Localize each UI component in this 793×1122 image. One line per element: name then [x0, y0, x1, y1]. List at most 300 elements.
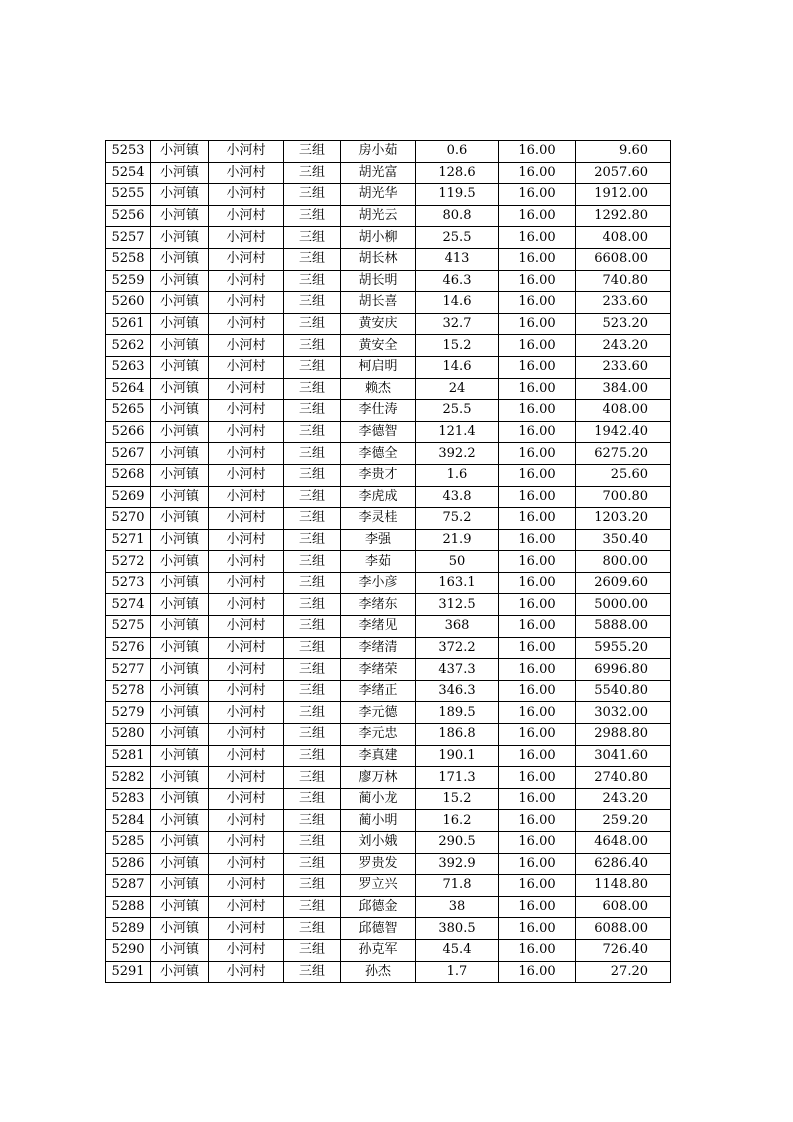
village-cell: 小河村	[209, 637, 284, 659]
town-cell: 小河镇	[151, 724, 209, 746]
group-cell: 三组	[284, 227, 341, 249]
village-cell: 小河村	[209, 572, 284, 594]
name-cell: 胡长林	[341, 248, 416, 270]
amount-cell: 800.00	[576, 551, 671, 573]
town-cell: 小河镇	[151, 356, 209, 378]
village-cell: 小河村	[209, 335, 284, 357]
group-cell: 三组	[284, 702, 341, 724]
row-id-cell: 5282	[106, 767, 151, 789]
table-row	[106, 292, 671, 314]
row-id-cell: 5283	[106, 788, 151, 810]
name-cell: 胡长明	[341, 270, 416, 292]
amount-cell: 1912.00	[576, 184, 671, 206]
unit-price-cell: 16.00	[499, 767, 576, 789]
village-cell: 小河村	[209, 400, 284, 422]
group-cell: 三组	[284, 378, 341, 400]
table-row	[106, 896, 671, 918]
row-id-cell: 5286	[106, 853, 151, 875]
unit-price-cell: 16.00	[499, 464, 576, 486]
town-cell: 小河镇	[151, 594, 209, 616]
village-cell: 小河村	[209, 918, 284, 940]
row-id-cell: 5268	[106, 464, 151, 486]
table-row	[106, 248, 671, 270]
name-cell: 李灵桂	[341, 508, 416, 530]
area-cell: 38	[416, 896, 499, 918]
table-row	[106, 961, 671, 983]
row-id-cell: 5264	[106, 378, 151, 400]
area-cell: 75.2	[416, 508, 499, 530]
name-cell: 李贵才	[341, 464, 416, 486]
row-id-cell: 5288	[106, 896, 151, 918]
area-cell: 16.2	[416, 810, 499, 832]
amount-cell: 523.20	[576, 313, 671, 335]
name-cell: 李绪见	[341, 616, 416, 638]
area-cell: 368	[416, 616, 499, 638]
area-cell: 14.6	[416, 292, 499, 314]
group-cell: 三组	[284, 335, 341, 357]
unit-price-cell: 16.00	[499, 939, 576, 961]
group-cell: 三组	[284, 832, 341, 854]
row-id-cell: 5287	[106, 875, 151, 897]
group-cell: 三组	[284, 939, 341, 961]
group-cell: 三组	[284, 313, 341, 335]
name-cell: 孙克军	[341, 939, 416, 961]
area-cell: 312.5	[416, 594, 499, 616]
area-cell: 1.6	[416, 464, 499, 486]
town-cell: 小河镇	[151, 313, 209, 335]
group-cell: 三组	[284, 205, 341, 227]
amount-cell: 2609.60	[576, 572, 671, 594]
unit-price-cell: 16.00	[499, 292, 576, 314]
row-id-cell: 5257	[106, 227, 151, 249]
amount-cell: 2988.80	[576, 724, 671, 746]
group-cell: 三组	[284, 508, 341, 530]
group-cell: 三组	[284, 529, 341, 551]
row-id-cell: 5256	[106, 205, 151, 227]
name-cell: 李强	[341, 529, 416, 551]
area-cell: 14.6	[416, 356, 499, 378]
area-cell: 0.6	[416, 141, 499, 163]
amount-cell: 3041.60	[576, 745, 671, 767]
name-cell: 胡小柳	[341, 227, 416, 249]
unit-price-cell: 16.00	[499, 486, 576, 508]
village-cell: 小河村	[209, 378, 284, 400]
town-cell: 小河镇	[151, 572, 209, 594]
row-id-cell: 5275	[106, 616, 151, 638]
town-cell: 小河镇	[151, 162, 209, 184]
town-cell: 小河镇	[151, 788, 209, 810]
row-id-cell: 5272	[106, 551, 151, 573]
unit-price-cell: 16.00	[499, 227, 576, 249]
amount-cell: 3032.00	[576, 702, 671, 724]
amount-cell: 1942.40	[576, 421, 671, 443]
group-cell: 三组	[284, 162, 341, 184]
area-cell: 413	[416, 248, 499, 270]
group-cell: 三组	[284, 464, 341, 486]
row-id-cell: 5284	[106, 810, 151, 832]
unit-price-cell: 16.00	[499, 248, 576, 270]
name-cell: 李虎成	[341, 486, 416, 508]
row-id-cell: 5291	[106, 961, 151, 983]
area-cell: 45.4	[416, 939, 499, 961]
village-cell: 小河村	[209, 205, 284, 227]
town-cell: 小河镇	[151, 205, 209, 227]
name-cell: 李德智	[341, 421, 416, 443]
group-cell: 三组	[284, 356, 341, 378]
unit-price-cell: 16.00	[499, 918, 576, 940]
amount-cell: 9.60	[576, 141, 671, 163]
town-cell: 小河镇	[151, 508, 209, 530]
town-cell: 小河镇	[151, 486, 209, 508]
area-cell: 372.2	[416, 637, 499, 659]
name-cell: 李真建	[341, 745, 416, 767]
town-cell: 小河镇	[151, 141, 209, 163]
village-cell: 小河村	[209, 680, 284, 702]
village-cell: 小河村	[209, 248, 284, 270]
village-cell: 小河村	[209, 875, 284, 897]
row-id-cell: 5262	[106, 335, 151, 357]
area-cell: 71.8	[416, 875, 499, 897]
name-cell: 李绪清	[341, 637, 416, 659]
name-cell: 李小彦	[341, 572, 416, 594]
unit-price-cell: 16.00	[499, 702, 576, 724]
row-id-cell: 5266	[106, 421, 151, 443]
row-id-cell: 5274	[106, 594, 151, 616]
name-cell: 柯启明	[341, 356, 416, 378]
table-row	[106, 421, 671, 443]
group-cell: 三组	[284, 724, 341, 746]
village-cell: 小河村	[209, 486, 284, 508]
table-row	[106, 767, 671, 789]
amount-cell: 6608.00	[576, 248, 671, 270]
village-cell: 小河村	[209, 594, 284, 616]
town-cell: 小河镇	[151, 616, 209, 638]
table-row	[106, 184, 671, 206]
town-cell: 小河镇	[151, 767, 209, 789]
area-cell: 392.2	[416, 443, 499, 465]
town-cell: 小河镇	[151, 464, 209, 486]
table-row	[106, 572, 671, 594]
town-cell: 小河镇	[151, 335, 209, 357]
village-cell: 小河村	[209, 421, 284, 443]
village-cell: 小河村	[209, 853, 284, 875]
row-id-cell: 5267	[106, 443, 151, 465]
name-cell: 李绪荣	[341, 659, 416, 681]
area-cell: 15.2	[416, 788, 499, 810]
town-cell: 小河镇	[151, 248, 209, 270]
amount-cell: 6275.20	[576, 443, 671, 465]
village-cell: 小河村	[209, 788, 284, 810]
table-row	[106, 378, 671, 400]
unit-price-cell: 16.00	[499, 335, 576, 357]
town-cell: 小河镇	[151, 443, 209, 465]
name-cell: 黄安庆	[341, 313, 416, 335]
village-cell: 小河村	[209, 443, 284, 465]
group-cell: 三组	[284, 745, 341, 767]
amount-cell: 259.20	[576, 810, 671, 832]
name-cell: 李绪正	[341, 680, 416, 702]
area-cell: 25.5	[416, 400, 499, 422]
row-id-cell: 5263	[106, 356, 151, 378]
unit-price-cell: 16.00	[499, 400, 576, 422]
row-id-cell: 5254	[106, 162, 151, 184]
amount-cell: 25.60	[576, 464, 671, 486]
row-id-cell: 5265	[106, 400, 151, 422]
amount-cell: 700.80	[576, 486, 671, 508]
town-cell: 小河镇	[151, 680, 209, 702]
area-cell: 121.4	[416, 421, 499, 443]
table-row	[106, 788, 671, 810]
row-id-cell: 5259	[106, 270, 151, 292]
amount-cell: 1292.80	[576, 205, 671, 227]
table-row	[106, 853, 671, 875]
village-cell: 小河村	[209, 832, 284, 854]
town-cell: 小河镇	[151, 939, 209, 961]
area-cell: 290.5	[416, 832, 499, 854]
unit-price-cell: 16.00	[499, 356, 576, 378]
table-row	[106, 939, 671, 961]
village-cell: 小河村	[209, 724, 284, 746]
amount-cell: 740.80	[576, 270, 671, 292]
table-row	[106, 810, 671, 832]
village-cell: 小河村	[209, 184, 284, 206]
group-cell: 三组	[284, 788, 341, 810]
table-row	[106, 875, 671, 897]
area-cell: 346.3	[416, 680, 499, 702]
unit-price-cell: 16.00	[499, 184, 576, 206]
group-cell: 三组	[284, 810, 341, 832]
group-cell: 三组	[284, 141, 341, 163]
unit-price-cell: 16.00	[499, 141, 576, 163]
table-row	[106, 659, 671, 681]
amount-cell: 726.40	[576, 939, 671, 961]
village-cell: 小河村	[209, 745, 284, 767]
amount-cell: 1203.20	[576, 508, 671, 530]
table-row	[106, 227, 671, 249]
row-id-cell: 5277	[106, 659, 151, 681]
group-cell: 三组	[284, 659, 341, 681]
table-row	[106, 594, 671, 616]
group-cell: 三组	[284, 767, 341, 789]
area-cell: 392.9	[416, 853, 499, 875]
village-cell: 小河村	[209, 939, 284, 961]
town-cell: 小河镇	[151, 961, 209, 983]
row-id-cell: 5270	[106, 508, 151, 530]
row-id-cell: 5290	[106, 939, 151, 961]
name-cell: 李仕涛	[341, 400, 416, 422]
table-row	[106, 529, 671, 551]
town-cell: 小河镇	[151, 918, 209, 940]
village-cell: 小河村	[209, 961, 284, 983]
row-id-cell: 5269	[106, 486, 151, 508]
name-cell: 胡光富	[341, 162, 416, 184]
table-row	[106, 270, 671, 292]
unit-price-cell: 16.00	[499, 745, 576, 767]
name-cell: 李元忠	[341, 724, 416, 746]
table-row	[106, 464, 671, 486]
area-cell: 186.8	[416, 724, 499, 746]
name-cell: 胡长喜	[341, 292, 416, 314]
area-cell: 25.5	[416, 227, 499, 249]
village-cell: 小河村	[209, 702, 284, 724]
unit-price-cell: 16.00	[499, 313, 576, 335]
group-cell: 三组	[284, 896, 341, 918]
village-cell: 小河村	[209, 464, 284, 486]
unit-price-cell: 16.00	[499, 896, 576, 918]
table-row	[106, 443, 671, 465]
area-cell: 32.7	[416, 313, 499, 335]
table-row	[106, 335, 671, 357]
group-cell: 三组	[284, 551, 341, 573]
unit-price-cell: 16.00	[499, 572, 576, 594]
unit-price-cell: 16.00	[499, 205, 576, 227]
name-cell: 刘小娥	[341, 832, 416, 854]
name-cell: 罗贵发	[341, 853, 416, 875]
area-cell: 46.3	[416, 270, 499, 292]
table-row	[106, 680, 671, 702]
table-row	[106, 205, 671, 227]
area-cell: 21.9	[416, 529, 499, 551]
unit-price-cell: 16.00	[499, 810, 576, 832]
table-row	[106, 724, 671, 746]
table-row	[106, 400, 671, 422]
row-id-cell: 5281	[106, 745, 151, 767]
town-cell: 小河镇	[151, 702, 209, 724]
amount-cell: 384.00	[576, 378, 671, 400]
group-cell: 三组	[284, 248, 341, 270]
area-cell: 163.1	[416, 572, 499, 594]
table-row	[106, 508, 671, 530]
unit-price-cell: 16.00	[499, 961, 576, 983]
group-cell: 三组	[284, 637, 341, 659]
amount-cell: 5540.80	[576, 680, 671, 702]
village-cell: 小河村	[209, 810, 284, 832]
table-row	[106, 616, 671, 638]
table-row	[106, 832, 671, 854]
table-row	[106, 141, 671, 163]
village-cell: 小河村	[209, 616, 284, 638]
village-cell: 小河村	[209, 508, 284, 530]
table-row	[106, 551, 671, 573]
unit-price-cell: 16.00	[499, 875, 576, 897]
table-row	[106, 162, 671, 184]
town-cell: 小河镇	[151, 745, 209, 767]
group-cell: 三组	[284, 443, 341, 465]
unit-price-cell: 16.00	[499, 724, 576, 746]
area-cell: 15.2	[416, 335, 499, 357]
amount-cell: 350.40	[576, 529, 671, 551]
unit-price-cell: 16.00	[499, 594, 576, 616]
amount-cell: 2057.60	[576, 162, 671, 184]
village-cell: 小河村	[209, 141, 284, 163]
amount-cell: 5888.00	[576, 616, 671, 638]
row-id-cell: 5255	[106, 184, 151, 206]
area-cell: 119.5	[416, 184, 499, 206]
row-id-cell: 5280	[106, 724, 151, 746]
area-cell: 24	[416, 378, 499, 400]
town-cell: 小河镇	[151, 529, 209, 551]
group-cell: 三组	[284, 292, 341, 314]
village-cell: 小河村	[209, 313, 284, 335]
amount-cell: 6996.80	[576, 659, 671, 681]
group-cell: 三组	[284, 616, 341, 638]
area-cell: 190.1	[416, 745, 499, 767]
row-id-cell: 5260	[106, 292, 151, 314]
row-id-cell: 5253	[106, 141, 151, 163]
unit-price-cell: 16.00	[499, 270, 576, 292]
village-cell: 小河村	[209, 896, 284, 918]
area-cell: 128.6	[416, 162, 499, 184]
group-cell: 三组	[284, 961, 341, 983]
name-cell: 廖万林	[341, 767, 416, 789]
row-id-cell: 5258	[106, 248, 151, 270]
town-cell: 小河镇	[151, 853, 209, 875]
group-cell: 三组	[284, 853, 341, 875]
town-cell: 小河镇	[151, 832, 209, 854]
village-cell: 小河村	[209, 551, 284, 573]
town-cell: 小河镇	[151, 378, 209, 400]
unit-price-cell: 16.00	[499, 853, 576, 875]
area-cell: 50	[416, 551, 499, 573]
town-cell: 小河镇	[151, 184, 209, 206]
name-cell: 李元德	[341, 702, 416, 724]
unit-price-cell: 16.00	[499, 162, 576, 184]
town-cell: 小河镇	[151, 637, 209, 659]
unit-price-cell: 16.00	[499, 378, 576, 400]
unit-price-cell: 16.00	[499, 443, 576, 465]
amount-cell: 243.20	[576, 788, 671, 810]
ledger-table	[105, 140, 671, 983]
amount-cell: 6286.40	[576, 853, 671, 875]
name-cell: 李绪东	[341, 594, 416, 616]
amount-cell: 27.20	[576, 961, 671, 983]
village-cell: 小河村	[209, 227, 284, 249]
village-cell: 小河村	[209, 529, 284, 551]
amount-cell: 408.00	[576, 227, 671, 249]
row-id-cell: 5279	[106, 702, 151, 724]
unit-price-cell: 16.00	[499, 659, 576, 681]
row-id-cell: 5271	[106, 529, 151, 551]
name-cell: 房小茹	[341, 141, 416, 163]
name-cell: 李德全	[341, 443, 416, 465]
area-cell: 189.5	[416, 702, 499, 724]
table-row	[106, 637, 671, 659]
amount-cell: 243.20	[576, 335, 671, 357]
unit-price-cell: 16.00	[499, 616, 576, 638]
amount-cell: 608.00	[576, 896, 671, 918]
row-id-cell: 5278	[106, 680, 151, 702]
group-cell: 三组	[284, 270, 341, 292]
area-cell: 380.5	[416, 918, 499, 940]
table-row	[106, 745, 671, 767]
amount-cell: 5000.00	[576, 594, 671, 616]
town-cell: 小河镇	[151, 227, 209, 249]
village-cell: 小河村	[209, 270, 284, 292]
town-cell: 小河镇	[151, 421, 209, 443]
amount-cell: 2740.80	[576, 767, 671, 789]
row-id-cell: 5289	[106, 918, 151, 940]
amount-cell: 6088.00	[576, 918, 671, 940]
name-cell: 胡光云	[341, 205, 416, 227]
group-cell: 三组	[284, 486, 341, 508]
group-cell: 三组	[284, 184, 341, 206]
group-cell: 三组	[284, 400, 341, 422]
area-cell: 1.7	[416, 961, 499, 983]
area-cell: 80.8	[416, 205, 499, 227]
area-cell: 171.3	[416, 767, 499, 789]
amount-cell: 1148.80	[576, 875, 671, 897]
row-id-cell: 5261	[106, 313, 151, 335]
